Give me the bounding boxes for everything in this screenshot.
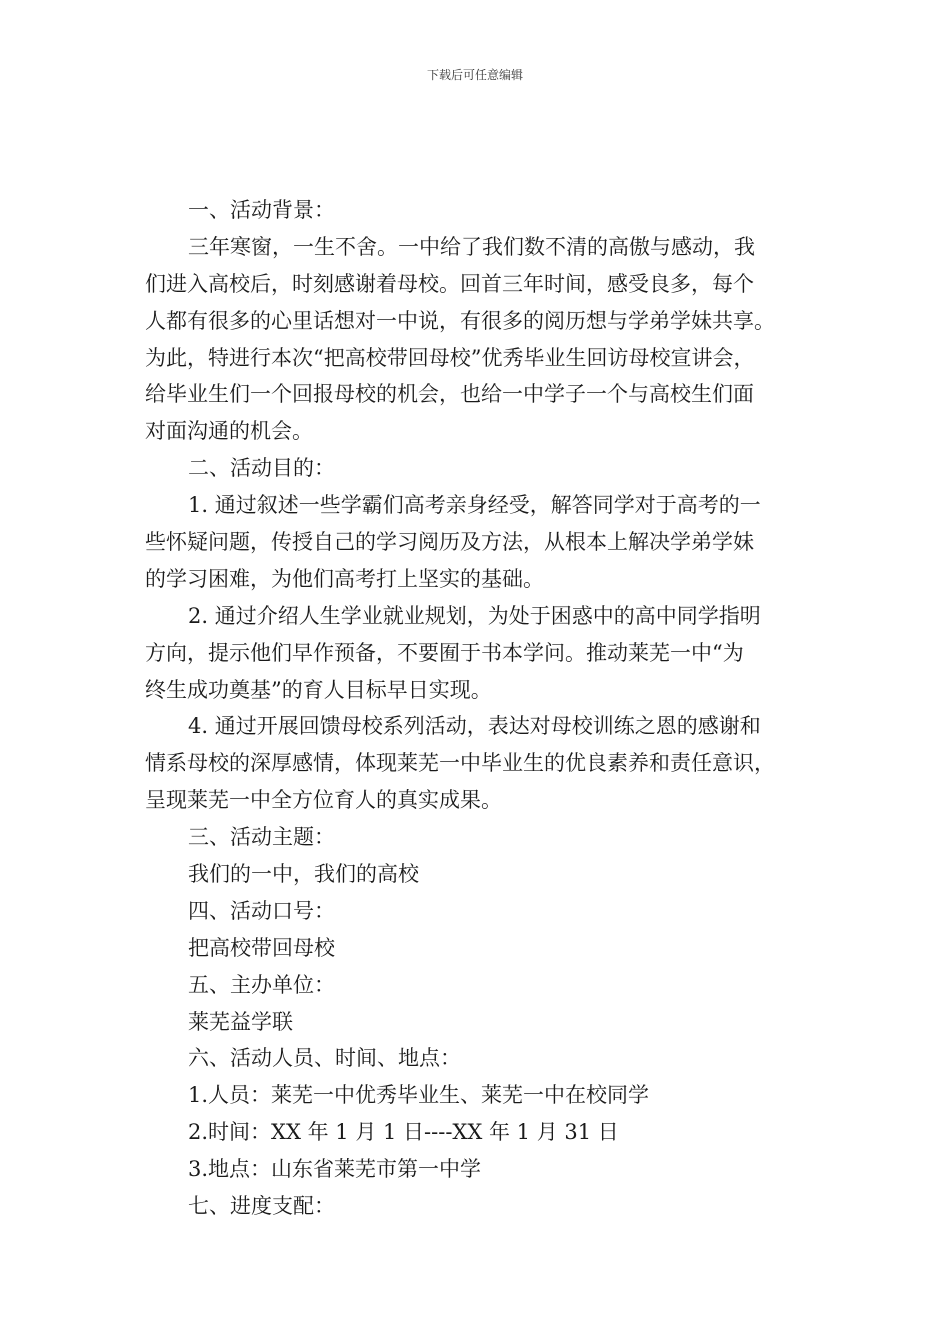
text-line: 们进入高校后，时刻感谢着母校。回首三年时间，感受良多，每个	[145, 271, 754, 296]
text-line: 三年寒窗，一生不舍。一中给了我们数不清的高傲与感动，我	[188, 234, 755, 259]
text-line: 1. 通过叙述一些学霸们高考亲身经受，解答同学对于高考的一	[188, 493, 761, 518]
text-line: 为此，特进行本次“把高校带回母校”优秀毕业生回访母校宣讲会，	[145, 345, 755, 370]
text-line: 呈现莱芜一中全方位育人的真实成果。	[145, 788, 502, 813]
text-line: 四、活动口号：	[188, 898, 335, 923]
text-line: 我们的一中，我们的高校	[188, 862, 419, 887]
text-line: 方向，提示他们早作预备，不要囿于书本学问。推动莱芜一中“为	[145, 640, 744, 665]
text-line: 终生成功奠基”的育人目标早日实现。	[145, 677, 492, 702]
text-line: 2.时间：XX 年 1 月 1 日----XX 年 1 月 31 日	[188, 1120, 619, 1145]
text-line: 给毕业生们一个回报母校的机会，也给一中学子一个与高校生们面	[145, 382, 754, 407]
text-line: 些怀疑问题，传授自己的学习阅历及方法，从根本上解决学弟学妹	[145, 530, 754, 555]
text-line: 4. 通过开展回馈母校系列活动，表达对母校训练之恩的感谢和	[188, 714, 761, 739]
text-line: 把高校带回母校	[188, 935, 335, 960]
text-line: 3.地点：山东省莱芜市第一中学	[188, 1157, 482, 1182]
text-line: 五、主办单位：	[188, 972, 335, 997]
text-line: 三、活动主题：	[188, 825, 335, 850]
text-line: 1.人员：莱芜一中优秀毕业生、莱芜一中在校同学	[188, 1083, 650, 1108]
text-line: 一、活动背景：	[188, 198, 335, 222]
text-line: 的学习困难，为他们高考打上坚实的基础。	[145, 566, 544, 591]
text-line: 情系母校的深厚感情，体现莱芜一中毕业生的优良素养和责任意识，	[145, 751, 775, 776]
page-header: 下载后可任意编辑	[426, 68, 523, 82]
document-body	[145, 192, 815, 1225]
text-line: 2. 通过介绍人生学业就业规划，为处于困惑中的高中同学指明	[188, 603, 761, 628]
text-line: 人都有很多的心里话想对一中说，有很多的阅历想与学弟学妹共享。	[145, 308, 775, 333]
text-line: 七、进度支配：	[188, 1194, 335, 1219]
text-line: 莱芜益学联	[188, 1009, 293, 1034]
text-line: 二、活动目的：	[188, 456, 335, 481]
text-line: 六、活动人员、时间、地点：	[188, 1046, 461, 1071]
text-line: 对面沟通的机会。	[145, 419, 313, 444]
